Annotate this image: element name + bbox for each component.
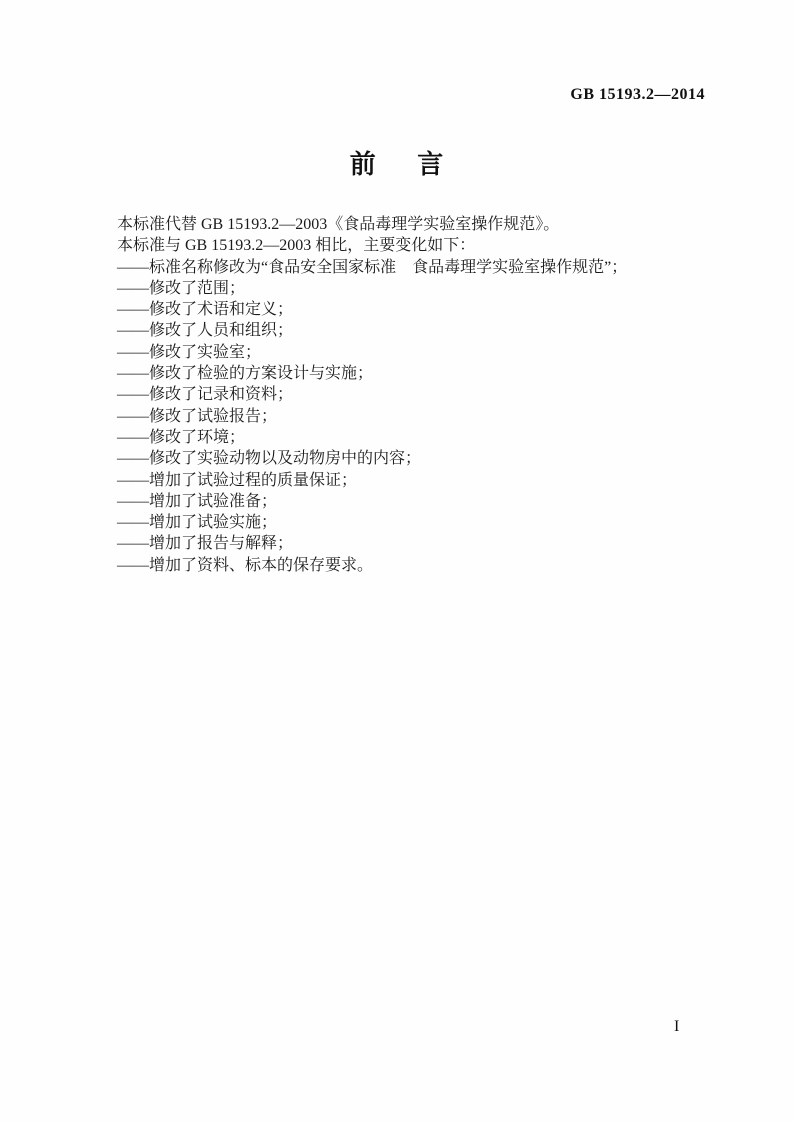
- change-item: ——增加了资料、标本的保存要求。: [117, 556, 374, 574]
- page-title: 前 言: [349, 150, 452, 180]
- change-item: ——增加了试验过程的质量保证；: [117, 471, 358, 489]
- change-item: ——标准名称修改为“食品安全国家标准 食品毒理学实验室操作规范”；: [117, 258, 628, 276]
- change-item: ——修改了检验的方案设计与实施；: [117, 365, 374, 383]
- standard-number: GB 15193.2—2014: [570, 86, 705, 103]
- change-item: ——修改了记录和资料；: [117, 386, 294, 404]
- change-item: ——增加了试验实施；: [117, 514, 278, 532]
- change-item: ——修改了术语和定义；: [117, 301, 294, 319]
- page-number: I: [674, 1018, 680, 1035]
- change-item: ——增加了报告与解释；: [117, 535, 294, 553]
- foreword-paragraph: 本标准与 GB 15193.2—2003 相比，主要变化如下：: [117, 237, 476, 255]
- foreword-body: [85, 214, 738, 576]
- change-item: ——修改了实验室；: [117, 343, 262, 361]
- change-item: ——修改了范围；: [117, 279, 246, 297]
- change-item: ——修改了试验报告；: [117, 407, 278, 425]
- change-item: ——增加了试验准备；: [117, 492, 278, 510]
- change-item: ——修改了实验动物以及动物房中的内容；: [117, 450, 422, 468]
- change-item: ——修改了环境；: [117, 428, 246, 446]
- change-item: ——修改了人员和组织；: [117, 322, 294, 340]
- foreword-paragraph: 本标准代替 GB 15193.2—2003《食品毒理学实验室操作规范》。: [117, 216, 560, 233]
